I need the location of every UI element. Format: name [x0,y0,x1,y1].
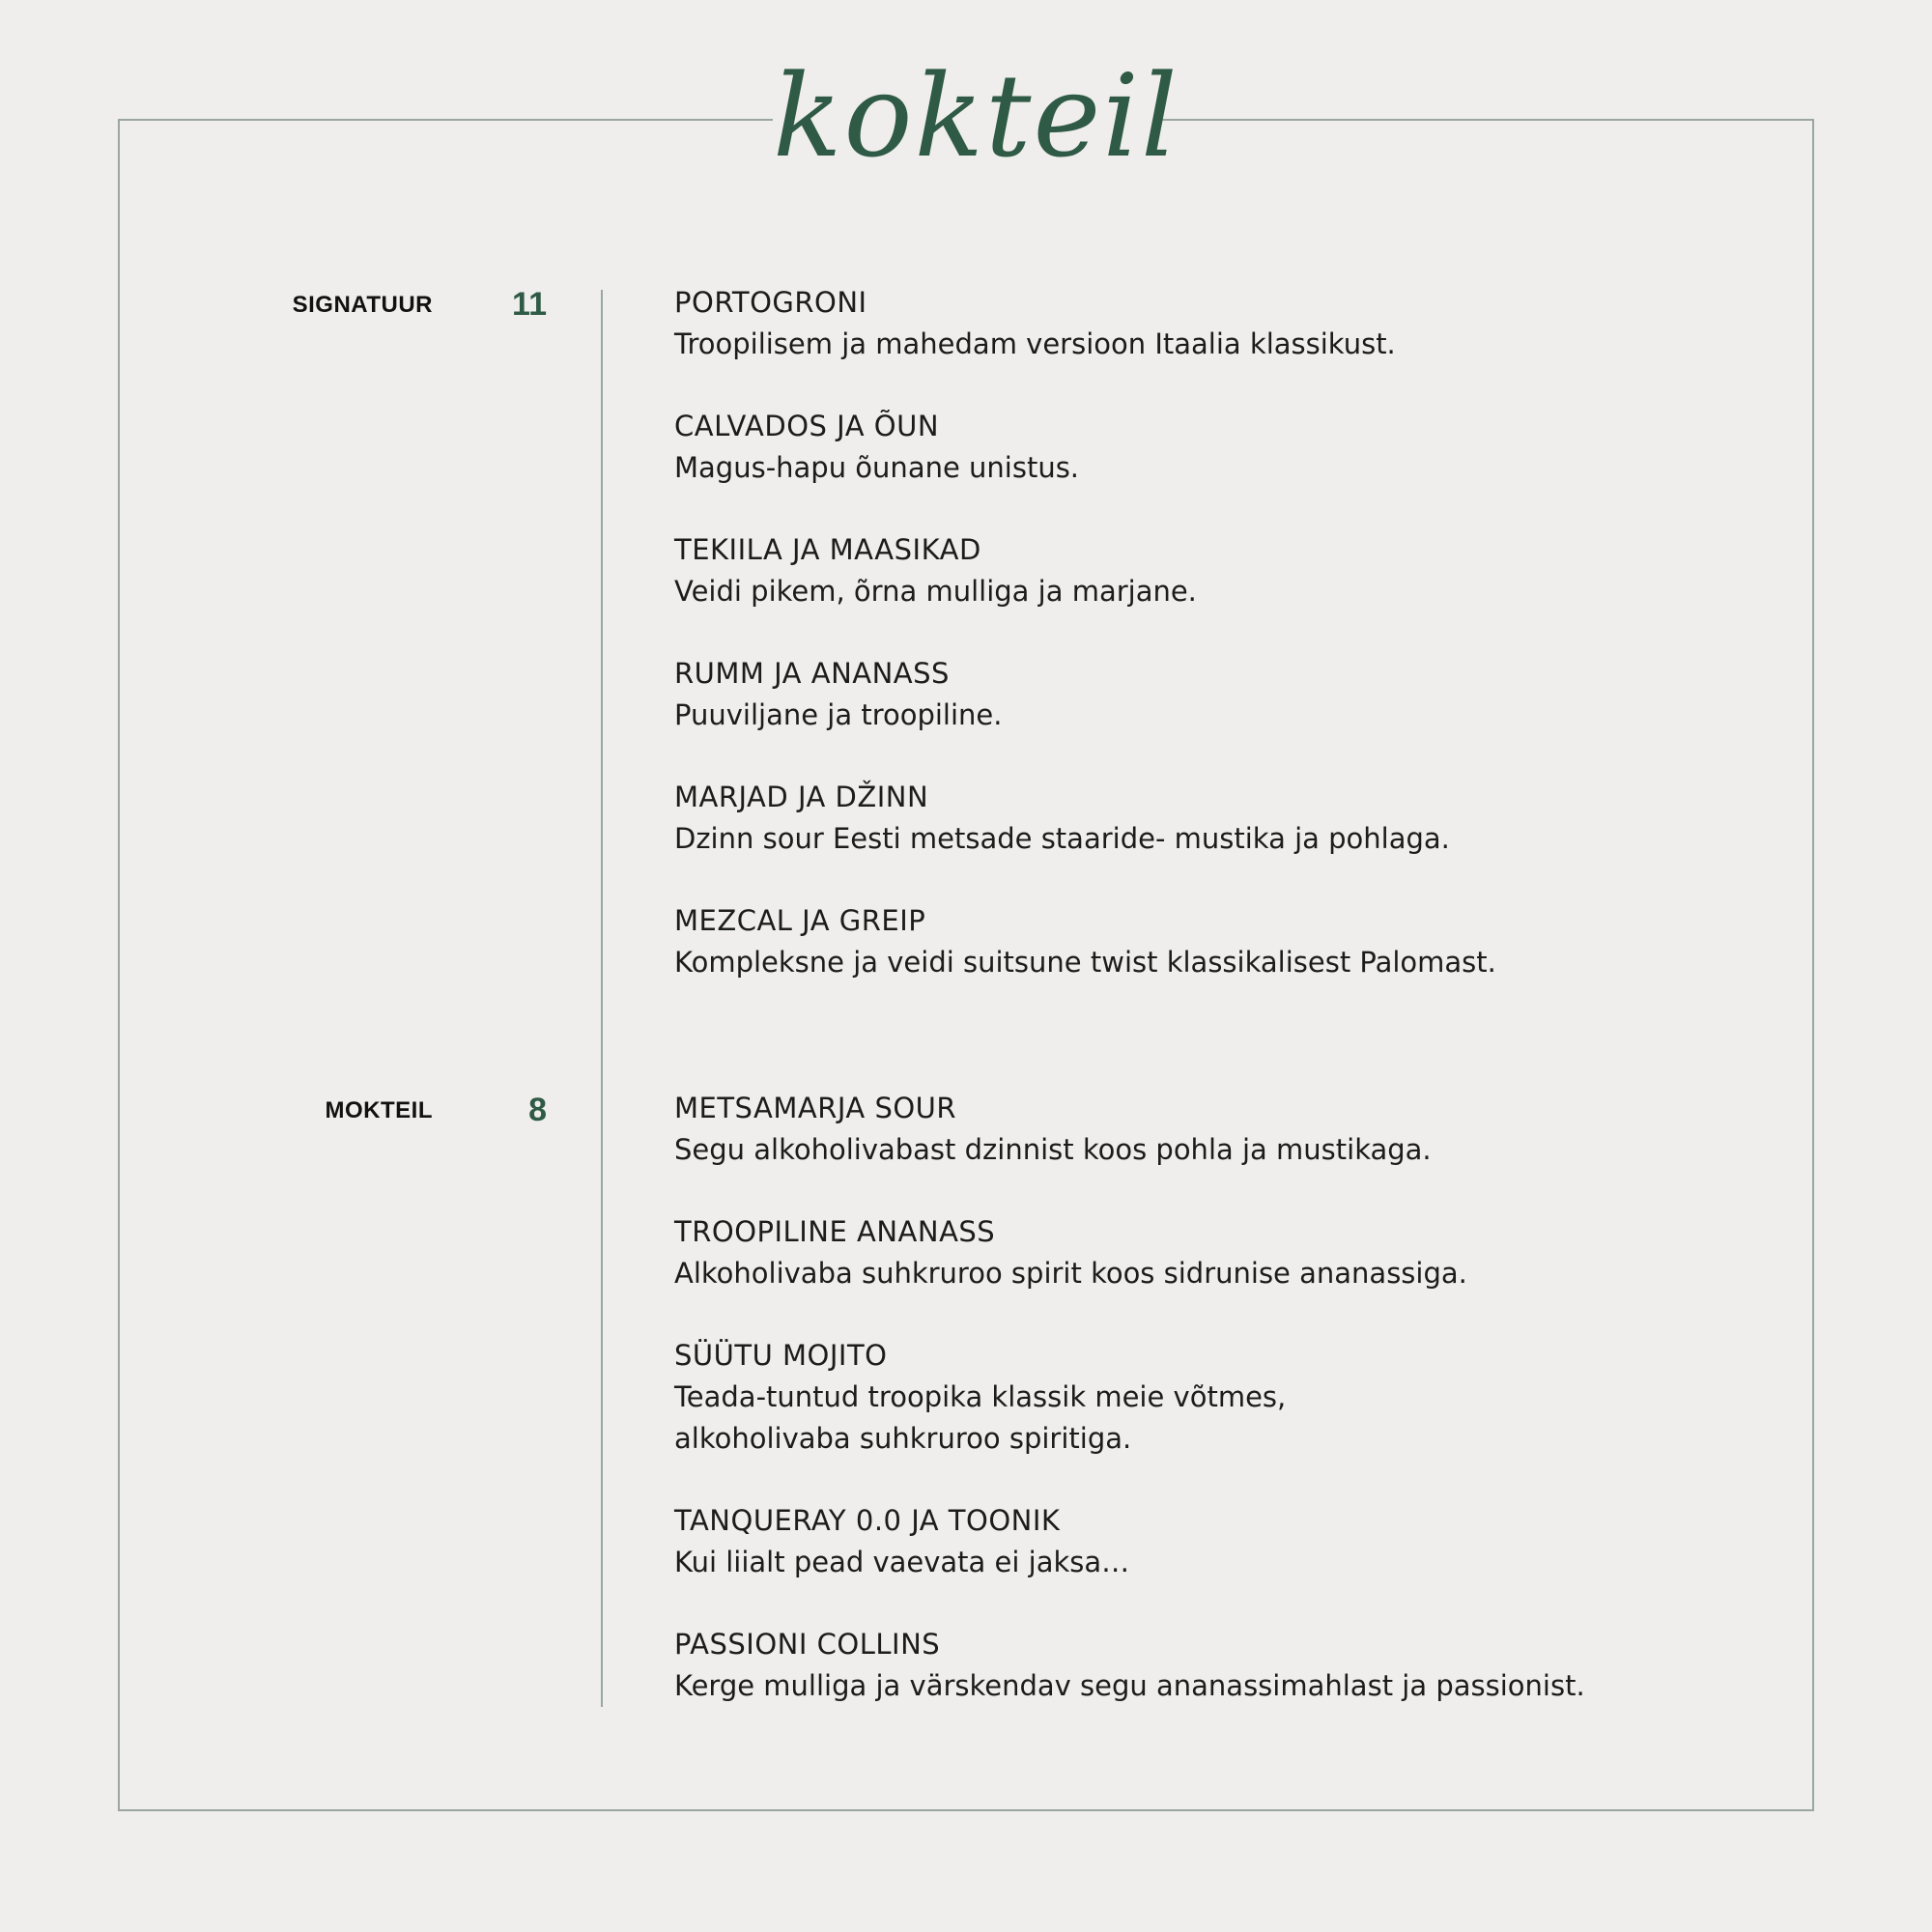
menu-item [674,1211,1585,1294]
menu-item [674,777,1496,860]
menu-item [674,529,1496,612]
menu-item-description: Troopilisem ja mahedam versioon Itaalia klassikust. [674,327,1396,360]
menu-item [674,1624,1585,1707]
section-items-mokteil [674,1088,1585,1747]
menu-item-description: Alkoholivaba suhkruroo spirit koos sidrunise ananassiga. [674,1257,1467,1290]
menu-item-name: MARJAD JA DŽINN [674,781,929,813]
menu-item-description: Dzinn sour Eesti metsade staaride- mustika ja pohlaga. [674,822,1450,855]
menu-item [674,406,1496,489]
menu-item-name: PASSIONI COLLINS [674,1628,941,1661]
menu-item-description: Teada-tuntud troopika klassik meie võtmes, alkoholivaba suhkruroo spiritiga. [674,1380,1287,1455]
menu-item-description: Magus-hapu õunane unistus. [674,451,1080,484]
section-price-mokteil: 8 [528,1092,547,1128]
menu-item [674,900,1496,983]
menu-title: kokteil [773,49,1179,183]
section-price-signatuur: 11 [512,286,547,323]
menu-item-description: Kui liialt pead vaevata ei jaksa… [674,1546,1130,1578]
menu-item [674,1335,1585,1460]
menu-item-name: PORTOGRONI [674,286,867,319]
menu-item-name: TROOPILINE ANANASS [674,1215,996,1248]
column-divider [601,290,603,1707]
menu-item [674,653,1496,736]
menu-item-name: CALVADOS JA ÕUN [674,410,940,442]
section-items-signatuur [674,282,1496,1024]
menu-item [674,1088,1585,1171]
menu-item-description: Kompleksne ja veidi suitsune twist klassikalisest Palomast. [674,946,1496,979]
menu-item-description: Veidi pikem, õrna mulliga ja marjane. [674,575,1197,608]
menu-item-name: RUMM JA ANANASS [674,657,950,690]
menu-item-name: TANQUERAY 0.0 JA TOONIK [674,1504,1061,1537]
menu-item-description: Kerge mulliga ja värskendav segu ananassimahlast ja passionist. [674,1669,1585,1702]
menu-item-name: METSAMARJA SOUR [674,1092,957,1124]
menu-item-name: SÜÜTU MOJITO [674,1339,888,1372]
menu-item-description: Segu alkoholivabast dzinnist koos pohla ja mustikaga. [674,1133,1432,1166]
menu-item-name: MEZCAL JA GREIP [674,904,926,937]
menu-item-description: Puuviljane ja troopiline. [674,698,1003,731]
section-label-mokteil: MOKTEIL [325,1097,433,1123]
menu-item-name: TEKIILA JA MAASIKAD [674,533,981,566]
menu-item [674,282,1496,365]
menu-item [674,1500,1585,1583]
section-label-signatuur: SIGNATUUR [292,292,433,318]
